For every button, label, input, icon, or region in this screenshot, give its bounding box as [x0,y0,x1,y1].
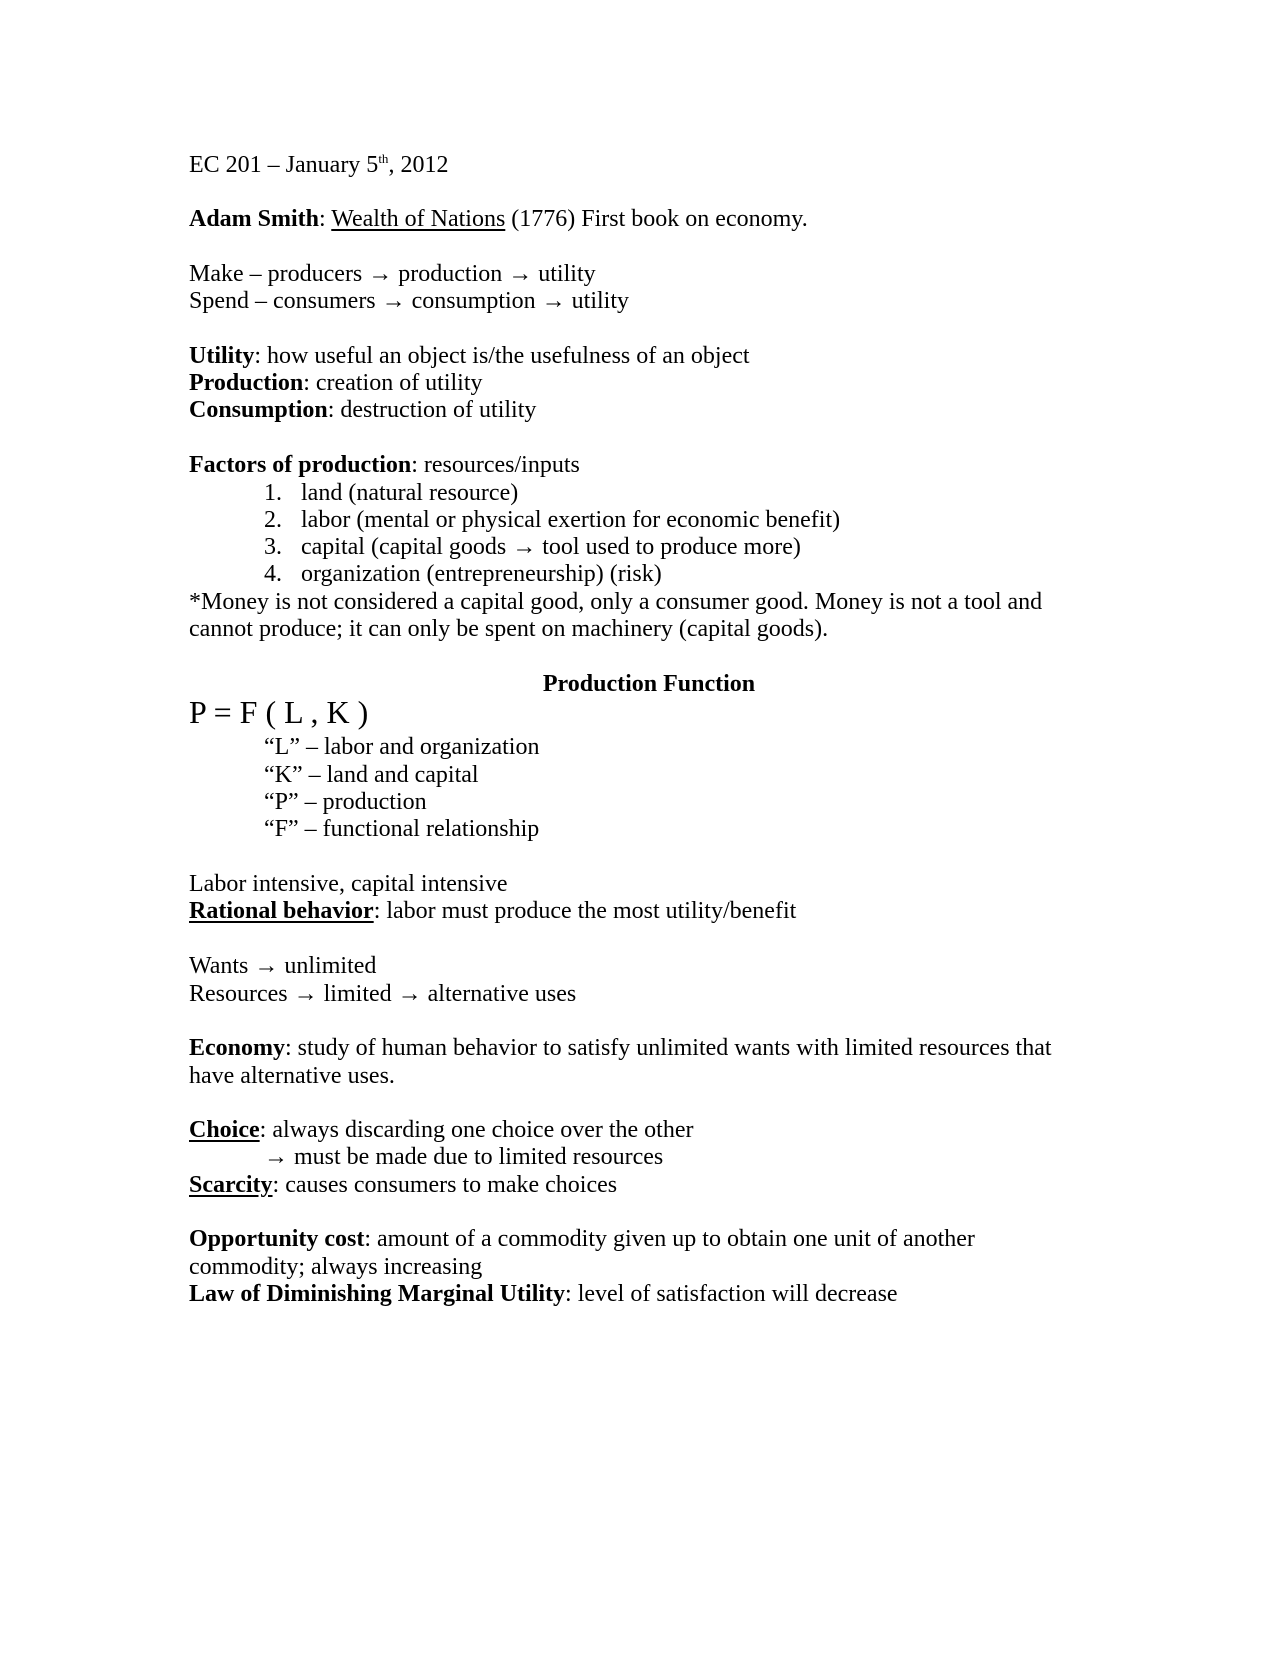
book-title: Wealth of Nations [331,206,506,232]
choice-definition [189,1118,694,1142]
definition: : labor must produce the most utility/benefit [373,898,797,924]
definition: : causes consumers to make choices [272,1172,618,1198]
flow-text: production [392,261,509,287]
factors-heading [189,453,580,477]
definition-consumption [189,398,536,422]
term: Economy [189,1035,285,1061]
flow-text: limited [317,981,398,1007]
ldmu-definition [189,1282,898,1306]
list-text: organization (entrepreneurship) (risk) [301,561,662,587]
definition: : study of human behavior to satisfy unlimited wants with limited resources that [285,1035,1052,1061]
variable-definition: “L” – labor and organization [264,734,540,760]
book-info: (1776) First book on economy. [505,206,808,232]
author-name: Adam Smith [189,206,320,232]
list-item [264,508,840,532]
flow-text: Wants [189,953,255,979]
arrow-icon: → [293,981,318,1007]
definition: : always discarding one choice over the other [259,1117,694,1143]
wants-line [189,954,376,978]
definition-utility [189,344,750,368]
definition: : creation of utility [303,370,483,396]
economy-definition-cont: have alternative uses. [189,1063,395,1089]
term: Choice [189,1117,260,1143]
flow-text: Spend – consumers [189,288,382,314]
term: Opportunity cost [189,1226,365,1252]
make-flow [189,262,596,286]
definition: must be made due to limited resources [288,1144,664,1170]
term: Rational behavior [189,898,374,924]
arrow-icon: → [397,981,422,1007]
list-text: tool used to produce more) [536,534,801,560]
scarcity-definition [189,1173,617,1197]
flow-text: utility [532,261,596,287]
definition: : how useful an object is/the usefulness of an object [254,343,750,369]
list-item [264,562,662,586]
opportunity-cost-cont: commodity; always increasing [189,1254,483,1280]
list-number: 1. [264,480,282,506]
definition: : amount of a commodity given up to obtain one unit of another [364,1226,975,1252]
definition: : resources/inputs [411,452,580,478]
definition: : destruction of utility [327,397,537,423]
money-note-1: *Money is not considered a capital good, only a consumer good. Money is not a tool and [189,589,1043,615]
course-date: EC 201 – January 5 [189,152,379,178]
list-text: labor (mental or physical exertion for economic benefit) [301,507,841,533]
list-number: 3. [264,534,282,560]
list-text: capital (capital goods [301,534,513,560]
resources-line [189,982,576,1006]
flow-text: utility [565,288,629,314]
spend-flow [189,289,629,313]
opportunity-cost-definition [189,1227,975,1251]
money-note-2: cannot produce; it can only be spent on machinery (capital goods). [189,616,829,642]
arrow-icon: → [368,261,393,287]
section-title: Production Function [542,671,756,697]
year: , 2012 [388,152,449,178]
arrow-icon: → [508,261,533,287]
flow-text: alternative uses [421,981,577,1007]
flow-text: unlimited [278,953,377,979]
term: Production [189,370,304,396]
flow-text: Resources [189,981,294,1007]
intensity-line: Labor intensive, capital intensive [189,871,508,897]
adam-smith-line [189,207,808,231]
term: Scarcity [189,1172,273,1198]
list-item [264,535,801,559]
variable-definition: “K” – land and capital [264,762,479,788]
economy-definition [189,1036,1052,1060]
production-equation: P = F ( L , K ) [189,694,369,730]
term: Factors of production [189,452,412,478]
arrow-icon: → [541,288,566,314]
variable-definition: “P” – production [264,789,427,815]
list-number: 4. [264,561,282,587]
flow-text: consumption [405,288,542,314]
definition-production [189,371,483,395]
list-text: land (natural resource) [301,480,519,506]
arrow-icon: → [512,534,537,560]
definition: : level of satisfaction will decrease [565,1281,898,1307]
separator: : [319,206,332,232]
arrow-icon: → [381,288,406,314]
doc-header [189,153,448,177]
choice-sub [264,1145,663,1169]
date-suffix: th [378,151,389,166]
term: Law of Diminishing Marginal Utility [189,1281,566,1307]
variable-definition: “F” – functional relationship [264,816,540,842]
term: Utility [189,343,255,369]
list-item [264,481,518,505]
arrow-icon: → [264,1144,288,1170]
arrow-icon: → [254,953,279,979]
list-number: 2. [264,507,282,533]
rational-behavior [189,899,796,923]
flow-text: Make – producers [189,261,369,287]
term: Consumption [189,397,328,423]
